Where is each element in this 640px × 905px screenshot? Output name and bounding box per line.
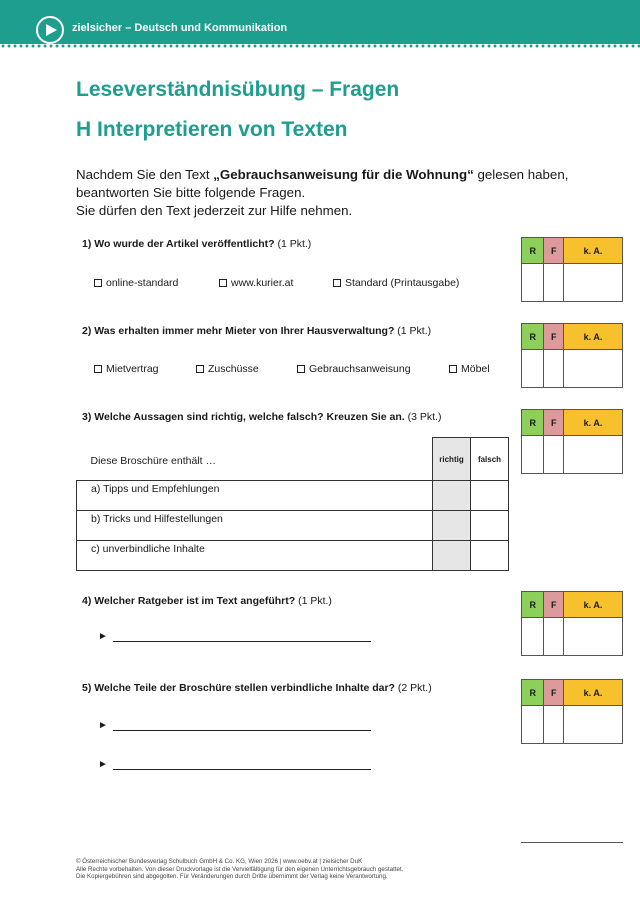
checkbox-richtig[interactable] [433, 511, 471, 541]
rating-cell[interactable] [522, 618, 544, 656]
checkbox-falsch[interactable] [471, 541, 509, 571]
answer-line[interactable] [113, 632, 371, 642]
footer-line-3: Die Kopiergebühren sind abgegolten. Für Veränderungen durch Dritte übernimmt der Verlag keine Verantwortung. [76, 873, 388, 881]
rating-f: F [544, 238, 563, 264]
rating-r: R [522, 680, 544, 706]
q2-option-1[interactable] [94, 363, 159, 375]
q2-option-3[interactable] [297, 363, 411, 375]
checkbox-falsch[interactable] [471, 511, 509, 541]
table-row-label: b) Tricks und Hilfestellungen [77, 511, 433, 541]
rating-cell[interactable] [563, 264, 622, 302]
question-1 [82, 238, 311, 250]
question-4-text: 4) Welcher Ratgeber ist im Text angeführt? [82, 595, 296, 607]
play-circle-icon [36, 16, 64, 44]
rating-r: R [522, 592, 544, 618]
footer-copyright [76, 858, 403, 881]
intro-text-title: „Gebrauchsanweisung für die Wohnung“ [213, 167, 474, 182]
footer-line-2: Alle Rechte vorbehalten. Von dieser Druckvorlage ist die Vervielfältigung für den eigenen Unterrichtsgebrauch gestattet. [76, 865, 404, 873]
question-5 [82, 682, 432, 694]
option-label: Zuschüsse [208, 363, 259, 375]
answer-line[interactable] [113, 760, 371, 770]
option-label: online-standard [106, 277, 179, 289]
q5-answer-line-1[interactable] [98, 720, 371, 731]
rating-cell[interactable] [522, 436, 544, 474]
q1-option-3[interactable] [333, 277, 459, 289]
arrow-bullet-icon: ► [98, 631, 108, 642]
intro-text [76, 166, 576, 220]
question-1-text: 1) Wo wurde der Artikel veröffentlicht? [82, 238, 275, 250]
rating-cell[interactable] [563, 706, 622, 744]
q1-option-1[interactable] [94, 277, 178, 289]
checkbox-falsch[interactable] [471, 481, 509, 511]
table-row-label: c) unverbindliche Inhalte [77, 541, 433, 571]
intro-part2: gelesen haben, [473, 167, 569, 182]
rating-f: F [544, 410, 563, 436]
rating-ka: k. A. [563, 238, 622, 264]
q2-option-2[interactable] [196, 363, 259, 375]
question-2-text: 2) Was erhalten immer mehr Mieter von Ihrer Hausverwaltung? [82, 325, 395, 337]
q4-rating-box [521, 591, 623, 656]
signature-line[interactable] [521, 842, 623, 843]
rating-f: F [544, 592, 563, 618]
option-label: www.kurier.at [231, 277, 294, 289]
table-header-label: Diese Broschüre enthält … [77, 438, 433, 481]
rating-cell[interactable] [544, 264, 563, 302]
header-dotted-border [0, 40, 640, 48]
q2-rating-box [521, 323, 623, 388]
question-1-points: (1 Pkt.) [274, 238, 312, 250]
option-label: Möbel [461, 363, 490, 375]
question-3-text: 3) Welche Aussagen sind richtig, welche falsch? Kreuzen Sie an. [82, 411, 405, 423]
checkbox[interactable] [297, 365, 305, 373]
answer-line[interactable] [113, 721, 371, 731]
column-header-richtig: richtig [433, 438, 471, 481]
q5-answer-line-2[interactable] [98, 759, 371, 770]
question-3 [82, 411, 441, 423]
rating-f: F [544, 680, 563, 706]
q5-rating-box [521, 679, 623, 744]
q4-answer-line[interactable] [98, 631, 371, 642]
q3-rating-box [521, 409, 623, 474]
rating-ka: k. A. [563, 680, 622, 706]
column-header-falsch: falsch [471, 438, 509, 481]
rating-cell[interactable] [522, 264, 544, 302]
q2-option-4[interactable] [449, 363, 490, 375]
intro-part1: Nachdem Sie den Text [76, 167, 214, 182]
question-5-text: 5) Welche Teile der Broschüre stellen verbindliche Inhalte dar? [82, 682, 395, 694]
header-title: zielsicher – Deutsch und Kommunikation [72, 22, 288, 34]
rating-cell[interactable] [544, 350, 563, 388]
question-4 [82, 595, 332, 607]
arrow-bullet-icon: ► [98, 759, 108, 770]
arrow-bullet-icon: ► [98, 720, 108, 731]
checkbox[interactable] [333, 279, 341, 287]
q3-true-false-table [76, 437, 509, 571]
rating-r: R [522, 238, 544, 264]
rating-cell[interactable] [563, 618, 622, 656]
checkbox[interactable] [196, 365, 204, 373]
question-5-points: (2 Pkt.) [394, 682, 432, 694]
rating-cell[interactable] [563, 436, 622, 474]
rating-ka: k. A. [563, 592, 622, 618]
rating-cell[interactable] [522, 706, 544, 744]
option-label: Mietvertrag [106, 363, 159, 375]
rating-r: R [522, 324, 544, 350]
option-label: Standard (Printausgabe) [345, 277, 460, 289]
checkbox[interactable] [449, 365, 457, 373]
checkbox[interactable] [94, 279, 102, 287]
q1-rating-box [521, 237, 623, 302]
question-2 [82, 325, 431, 337]
rating-cell[interactable] [544, 618, 563, 656]
rating-cell[interactable] [544, 706, 563, 744]
rating-ka: k. A. [563, 324, 622, 350]
question-2-points: (1 Pkt.) [394, 325, 432, 337]
checkbox[interactable] [94, 365, 102, 373]
rating-cell[interactable] [544, 436, 563, 474]
page-subtitle: H Interpretieren von Texten [76, 118, 348, 141]
checkbox-richtig[interactable] [433, 541, 471, 571]
rating-f: F [544, 324, 563, 350]
question-3-points: (3 Pkt.) [404, 411, 442, 423]
intro-line3: Sie dürfen den Text jederzeit zur Hilfe nehmen. [76, 203, 353, 218]
checkbox[interactable] [219, 279, 227, 287]
footer-line-1: © Österreichischer Bundesverlag Schulbuch GmbH & Co. KG, Wien 2026 | www.oebv.at | zielsicher DuK [76, 858, 363, 865]
intro-line2: beantworten Sie bitte folgende Fragen. [76, 185, 306, 200]
rating-ka: k. A. [563, 410, 622, 436]
rating-cell[interactable] [522, 350, 544, 388]
page-title: Leseverständnisübung – Fragen [76, 78, 400, 101]
rating-r: R [522, 410, 544, 436]
question-4-points: (1 Pkt.) [295, 595, 332, 607]
table-row-label: a) Tipps und Empfehlungen [77, 481, 433, 511]
checkbox-richtig[interactable] [433, 481, 471, 511]
rating-cell[interactable] [563, 350, 622, 388]
option-label: Gebrauchsanweisung [309, 363, 411, 375]
q1-option-2[interactable] [219, 277, 293, 289]
